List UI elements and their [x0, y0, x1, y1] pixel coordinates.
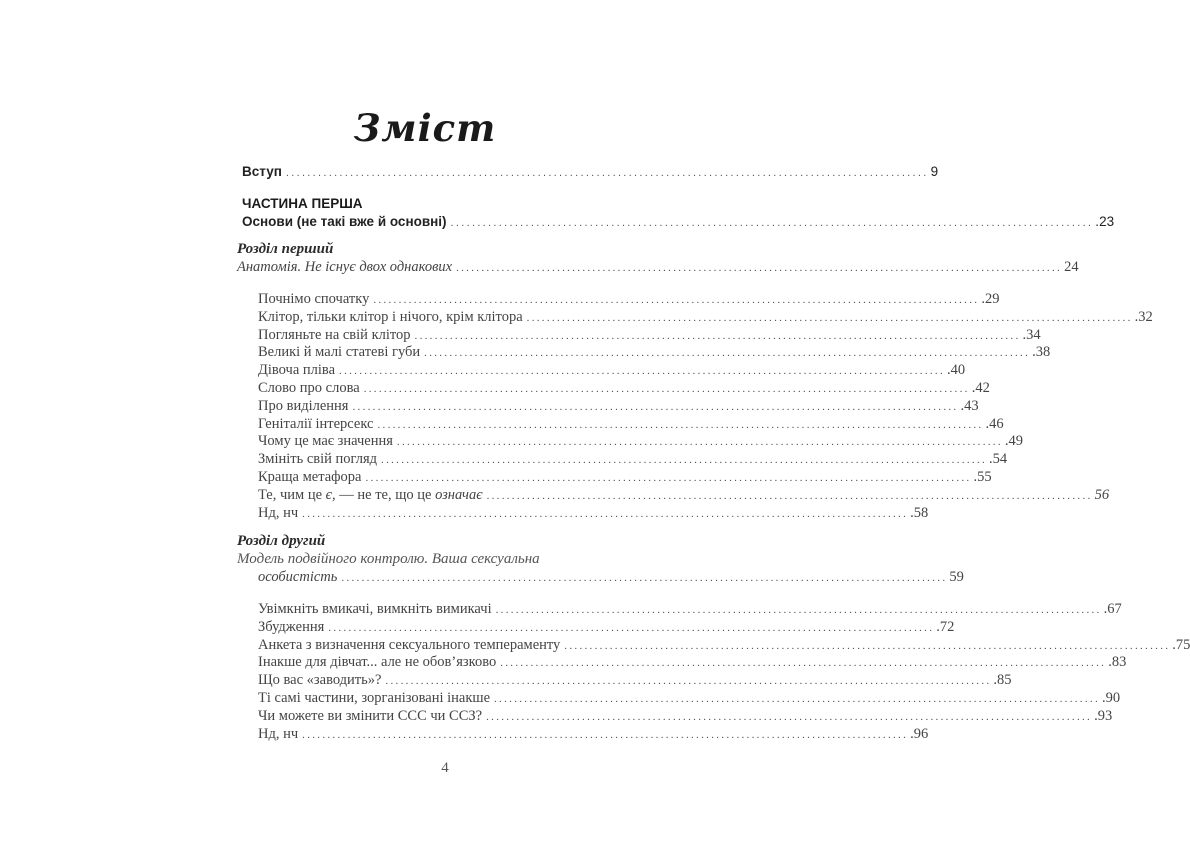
toc-entry[interactable]	[258, 397, 979, 415]
toc-entry[interactable]	[258, 504, 929, 522]
toc-entry-label: Про виділення	[258, 397, 349, 414]
toc-entry-page: .54	[989, 451, 1008, 468]
page-number: 4	[441, 760, 449, 776]
toc-entry-intro[interactable]	[242, 163, 939, 181]
leader-dots: ........................................................................................................................	[494, 693, 1100, 705]
toc-entry-page: .96	[910, 725, 929, 742]
toc-entry-page-number: 32	[1138, 308, 1153, 325]
toc-entry-page-number: 40	[950, 362, 966, 379]
leader-dots: ........................................................................................................................	[526, 311, 1133, 324]
toc-entry-label: Погляньте на свій клітор	[258, 326, 411, 343]
toc-entry[interactable]	[258, 636, 1190, 654]
toc-entry-label: Дівоча пліва	[258, 362, 336, 379]
toc-entry-page: .23	[1095, 214, 1115, 229]
toc-entry[interactable]	[258, 415, 1004, 433]
toc-entry-label: Вступ	[242, 164, 282, 179]
toc-entry-page: .29	[981, 291, 1000, 307]
toc-entry-page: .49	[1004, 433, 1024, 450]
toc-entry[interactable]	[258, 308, 1153, 326]
toc-entry-page-number: 43	[964, 397, 979, 414]
toc-entry-label: Геніталії інтерсекс	[258, 415, 374, 432]
toc-entry-label: Чому це має значення	[258, 433, 393, 450]
toc-entry[interactable]	[258, 653, 1127, 671]
leader-dots: ........................................................................................................................	[486, 489, 1093, 502]
toc-entry-label: Нд, нч	[258, 725, 299, 742]
toc-entry-part-one[interactable]	[242, 213, 1115, 231]
toc-entry-page: .38	[1032, 344, 1051, 361]
leader-dots: ........................................................................................................................	[456, 262, 1063, 274]
toc-entry-label: Змініть свій погляд	[258, 451, 378, 468]
toc-entry-label: Ті самі частини, зорганізовані інакше	[258, 690, 490, 706]
toc-entry-chapter-two[interactable]	[258, 568, 964, 586]
toc-entry-label: Анкета з визначення сексуального темпераменту	[258, 636, 561, 653]
leader-dots: ........................................................................................................................	[377, 418, 984, 431]
toc-entry[interactable]	[258, 326, 1041, 344]
toc-entry-page: .40	[947, 362, 966, 379]
toc-entry-page-number: 96	[913, 725, 929, 742]
toc-entry-page: .85	[993, 672, 1012, 689]
label-emphasis: означає	[435, 486, 483, 503]
toc-entry-page: .67	[1103, 601, 1122, 617]
toc-entry-page: .58	[910, 504, 929, 521]
toc-entry-label: Увімкніть вмикачі, вимкніть вимикачі	[258, 601, 492, 617]
toc-entry-page-number: 72	[939, 618, 955, 635]
chapter-two-title-line1: Модель подвійного контролю. Ваша сексуальна	[237, 551, 540, 567]
toc-entry-page: 24	[1064, 259, 1079, 275]
toc-entry[interactable]	[258, 600, 1122, 618]
part-heading: ЧАСТИНА ПЕРША	[242, 196, 363, 211]
leader-dots: ........................................................................................................................	[373, 294, 980, 306]
leader-dots: ........................................................................................................................	[414, 329, 1021, 342]
leader-dots: ........................................................................................................................	[365, 472, 972, 484]
chapter-one-heading: Розділ перший	[237, 241, 334, 257]
chapter-two-heading: Розділ другий	[237, 533, 326, 549]
toc-entry[interactable]	[258, 361, 966, 379]
toc-entry-page-number: 56	[1094, 486, 1110, 503]
leader-dots: ........................................................................................................................	[564, 639, 1171, 652]
toc-entry[interactable]	[258, 379, 990, 397]
toc-entry-label: Основи (не такі вже й основні)	[242, 214, 447, 229]
toc-entry-page-number: 38	[1035, 344, 1051, 361]
toc-entry-page	[1095, 486, 1110, 504]
leader-dots: ........................................................................................................................	[341, 572, 948, 584]
leader-dots: ........................................................................................................................	[285, 167, 929, 179]
leader-dots: ........................................................................................................................	[381, 454, 988, 467]
toc-entry-page: .83	[1108, 654, 1127, 671]
leader-dots: ........................................................................................................................	[328, 621, 935, 634]
toc-entry[interactable]	[258, 618, 955, 636]
leader-dots: ........................................................................................................................	[424, 347, 1031, 360]
toc-entry-page-number: 83	[1111, 654, 1127, 671]
toc-entry-label: Краща метафора	[258, 469, 362, 485]
toc-entry-label: Почнімо спочатку	[258, 291, 370, 307]
toc-entry[interactable]	[258, 486, 1110, 504]
toc-entry-page-number: 85	[997, 672, 1012, 689]
toc-entry[interactable]	[258, 432, 1024, 450]
toc-entry-page: .93	[1094, 707, 1113, 724]
toc-entry-page-number: 54	[992, 451, 1008, 468]
toc-entry-label: Інакше для дівчат... але не обов’язково	[258, 654, 497, 671]
leader-dots: ........................................................................................................................	[339, 365, 946, 378]
label-part: , — не те, що це	[332, 486, 436, 503]
page-title: Зміст	[353, 106, 497, 150]
toc-entry-page-number: 75	[1175, 636, 1190, 653]
toc-entry-page-number: 90	[1105, 690, 1121, 706]
toc-entry-label: Великі й малі статеві губи	[258, 344, 421, 361]
toc-entry-page: .72	[936, 618, 955, 635]
leader-dots: ........................................................................................................................	[486, 710, 1093, 723]
toc-entry-label: Що вас «заводить»?	[258, 672, 382, 689]
toc-entry-page-number: 67	[1107, 601, 1122, 617]
toc-entry-page: .42	[971, 380, 990, 396]
leader-dots: ........................................................................................................................	[385, 675, 992, 688]
toc-entry[interactable]	[258, 671, 1012, 689]
toc-entry[interactable]	[258, 450, 1008, 468]
toc-entry-label: Чи можете ви змінити ССС чи ССЗ?	[258, 707, 483, 724]
toc-entry-page-number: 34	[1026, 326, 1041, 343]
toc-entry-chapter-one[interactable]	[237, 258, 1079, 276]
toc-entry-page: .90	[1102, 690, 1121, 706]
toc-entry-page-number: 49	[1008, 433, 1024, 450]
toc-entry[interactable]	[258, 707, 1113, 725]
toc-entry-label: Анатомія. Не існує двох однакових	[237, 259, 453, 275]
leader-dots: ........................................................................................................................	[352, 400, 959, 413]
toc-entry[interactable]	[258, 343, 1051, 361]
toc-entry-label	[258, 486, 483, 504]
toc-entry-page-number: 46	[989, 415, 1004, 432]
toc-entry-page-number: 58	[913, 504, 929, 521]
toc-entry-page: .32	[1134, 308, 1153, 325]
leader-dots: ........................................................................................................................	[396, 436, 1003, 449]
toc-entry-label: особистість	[258, 569, 338, 585]
toc-entry[interactable]	[258, 468, 992, 486]
label-emphasis: є	[325, 486, 332, 503]
toc-entry-page: .55	[973, 469, 992, 485]
toc-entry-page: .43	[960, 397, 979, 414]
leader-dots: ........................................................................................................................	[495, 604, 1102, 616]
leader-dots: ........................................................................................................................	[500, 657, 1107, 670]
toc-entry[interactable]	[258, 725, 929, 743]
toc-entry-page-number: 29	[984, 291, 1000, 307]
toc-entry-page: 59	[949, 569, 964, 585]
leader-dots: ........................................................................................................................	[363, 383, 970, 395]
toc-entry-page: 9	[930, 164, 939, 179]
toc-entry-label: Клітор, тільки клітор і нічого, крім клітора	[258, 308, 523, 325]
leader-dots: ........................................................................................................................	[450, 217, 1094, 229]
toc-entry[interactable]	[258, 689, 1121, 707]
toc-entry-page-number: 55	[977, 469, 992, 485]
label-part: Те, чим це	[258, 486, 326, 503]
toc-entry-label: Нд, нч	[258, 504, 299, 521]
toc-entry-page-number: 42	[975, 380, 990, 396]
leader-dots: ........................................................................................................................	[302, 728, 909, 741]
toc-entry-page-number: 93	[1097, 707, 1113, 724]
toc-entry[interactable]	[258, 290, 1000, 308]
leader-dots: ........................................................................................................................	[302, 507, 909, 520]
toc-entry-page: .46	[985, 415, 1004, 432]
toc-entry-label: Слово про слова	[258, 380, 360, 396]
toc-entry-page: .75	[1172, 636, 1190, 653]
toc-entry-page: .34	[1022, 326, 1041, 343]
toc-entry-label: Збудження	[258, 618, 325, 635]
